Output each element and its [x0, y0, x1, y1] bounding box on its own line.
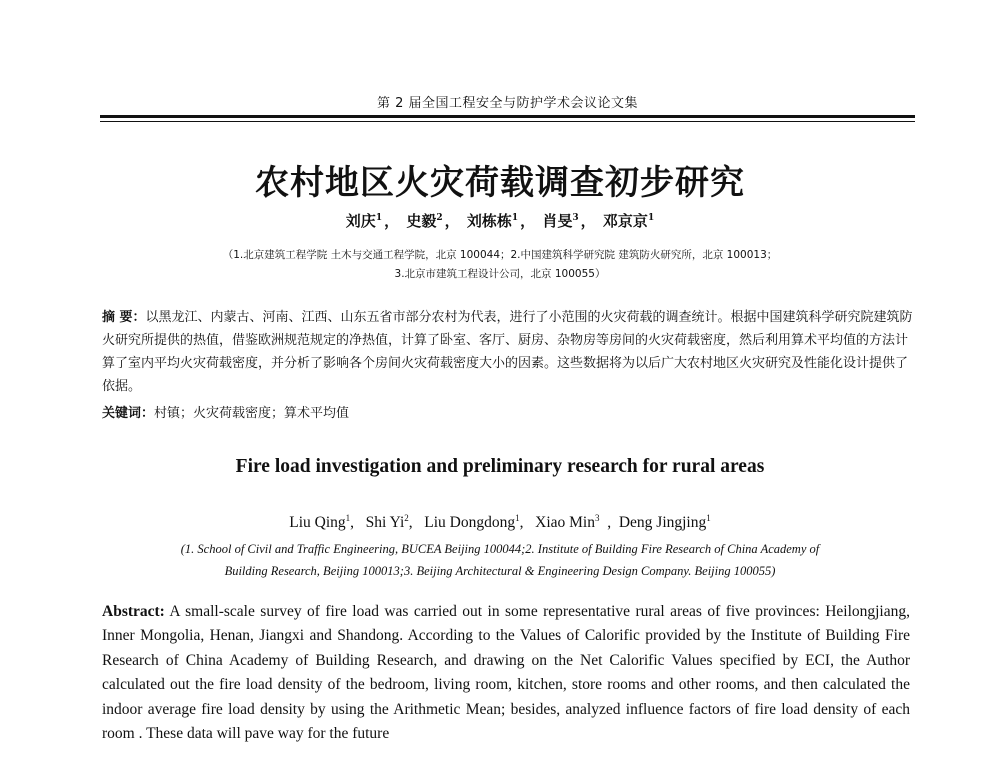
author-name: 邓京京	[602, 212, 648, 230]
author-separator: ，	[384, 212, 400, 230]
author-separator: ,	[599, 514, 619, 532]
author-name: Liu Dongdong	[424, 514, 516, 532]
author-affiliation-mark: 1	[375, 213, 383, 223]
keywords-label: 关键词：	[102, 406, 155, 421]
author-name: Xiao Min	[535, 514, 595, 532]
author-affiliation-mark: 1	[515, 513, 520, 523]
running-head: 第 2 届全国工程安全与防护学术会议论文集	[376, 96, 639, 111]
author-affiliation-mark: 1	[511, 213, 519, 223]
author-separator: ，	[580, 212, 596, 230]
chinese-affiliations	[120, 246, 880, 284]
abstract-text: A small-scale survey of fire load was carried out in some representative rural areas of five provinces: Heilongjiang, Inner Mongolia, Henan, Jiangxi and Shandong. According to the Values of Calorific provided by the Institute of Building Fire Research of China Academy of Building Research, and drawing on the Net Calorific Values specified by ECI, the Author calculated out the fire load density of the bedroom, living room, kitchen, store rooms and other rooms, and then calculated the indoor average fire load density by using the Arithmetic Mean; besides, analyzed influence factors of fire load density of each room . These data will pave way for the future	[102, 603, 910, 743]
chinese-keywords	[102, 402, 917, 425]
author-affiliation-mark: 2	[404, 513, 409, 523]
affiliation-line: Building Research, Beijing 100013;3. Beijing Architectural & Engineering Design Company. Beijing 100055)	[224, 564, 776, 578]
author-separator: ,	[350, 514, 366, 532]
author-affiliation-mark: 1	[706, 513, 711, 523]
author-affiliation-mark: 3	[572, 213, 579, 223]
english-affiliations	[100, 538, 900, 582]
chinese-authors	[0, 210, 1000, 231]
author-separator: ，	[444, 212, 460, 230]
abstract-label: Abstract:	[102, 603, 165, 620]
keywords-text: 村镇；火灾荷载密度；算术平均值	[154, 406, 350, 421]
header-rule-thin	[100, 121, 915, 122]
affiliation-line: (1. School of Civil and Traffic Engineering, BUCEA Beijing 100044;2. Institute of Building Fire Research of China Academy of	[180, 542, 820, 556]
english-authors	[0, 513, 1000, 532]
author-name: Deng Jingjing	[618, 514, 707, 532]
affiliation-line: 3.北京市建筑工程设计公司，北京 100055）	[394, 268, 606, 280]
author-affiliation-mark: 1	[345, 513, 351, 523]
author-separator: ,	[408, 514, 425, 532]
author-name: Liu Qing	[289, 514, 346, 532]
author-name: 刘栋栋	[466, 212, 512, 230]
abstract-text: 以黑龙江、内蒙古、河南、江西、山东五省市部分农村为代表，进行了小范围的火灾荷载的调查统计。根据中国建筑科学研究院建筑防火研究所提供的热值，借鉴欧洲规范规定的净热值，计算了卧室、客厅、厨房、杂物房等房间的火灾荷载密度，然后利用算术平均值的方法计算了室内平均火灾荷载密度，并分析了影响各个房间火灾荷载密度大小的因素。这些数据将为以后广大农村地区火灾研究及性能化设计提供了依据。	[102, 310, 913, 394]
author-name: 史毅	[406, 212, 437, 230]
author-separator: ，	[520, 212, 536, 230]
author-affiliation-mark: 3	[594, 513, 600, 523]
author-name: 肖旻	[542, 212, 573, 230]
chinese-abstract	[102, 306, 917, 398]
author-affiliation-mark: 2	[436, 213, 443, 223]
english-title: Fire load investigation and preliminary research for rural areas	[235, 456, 765, 477]
author-name: 刘庆	[345, 212, 376, 230]
affiliation-line: （1.北京建筑工程学院 土木与交通工程学院，北京 100044；2.中国建筑科学研究院 建筑防火研究所，北京 100013；	[222, 249, 778, 261]
header-rule-thick	[100, 115, 915, 118]
author-affiliation-mark: 1	[647, 213, 655, 223]
english-abstract	[102, 600, 910, 746]
chinese-title: 农村地区火灾荷载调查初步研究	[255, 163, 745, 203]
author-name: Shi Yi	[365, 514, 405, 532]
author-separator: ,	[519, 514, 536, 532]
abstract-label: 摘 要：	[102, 310, 146, 325]
